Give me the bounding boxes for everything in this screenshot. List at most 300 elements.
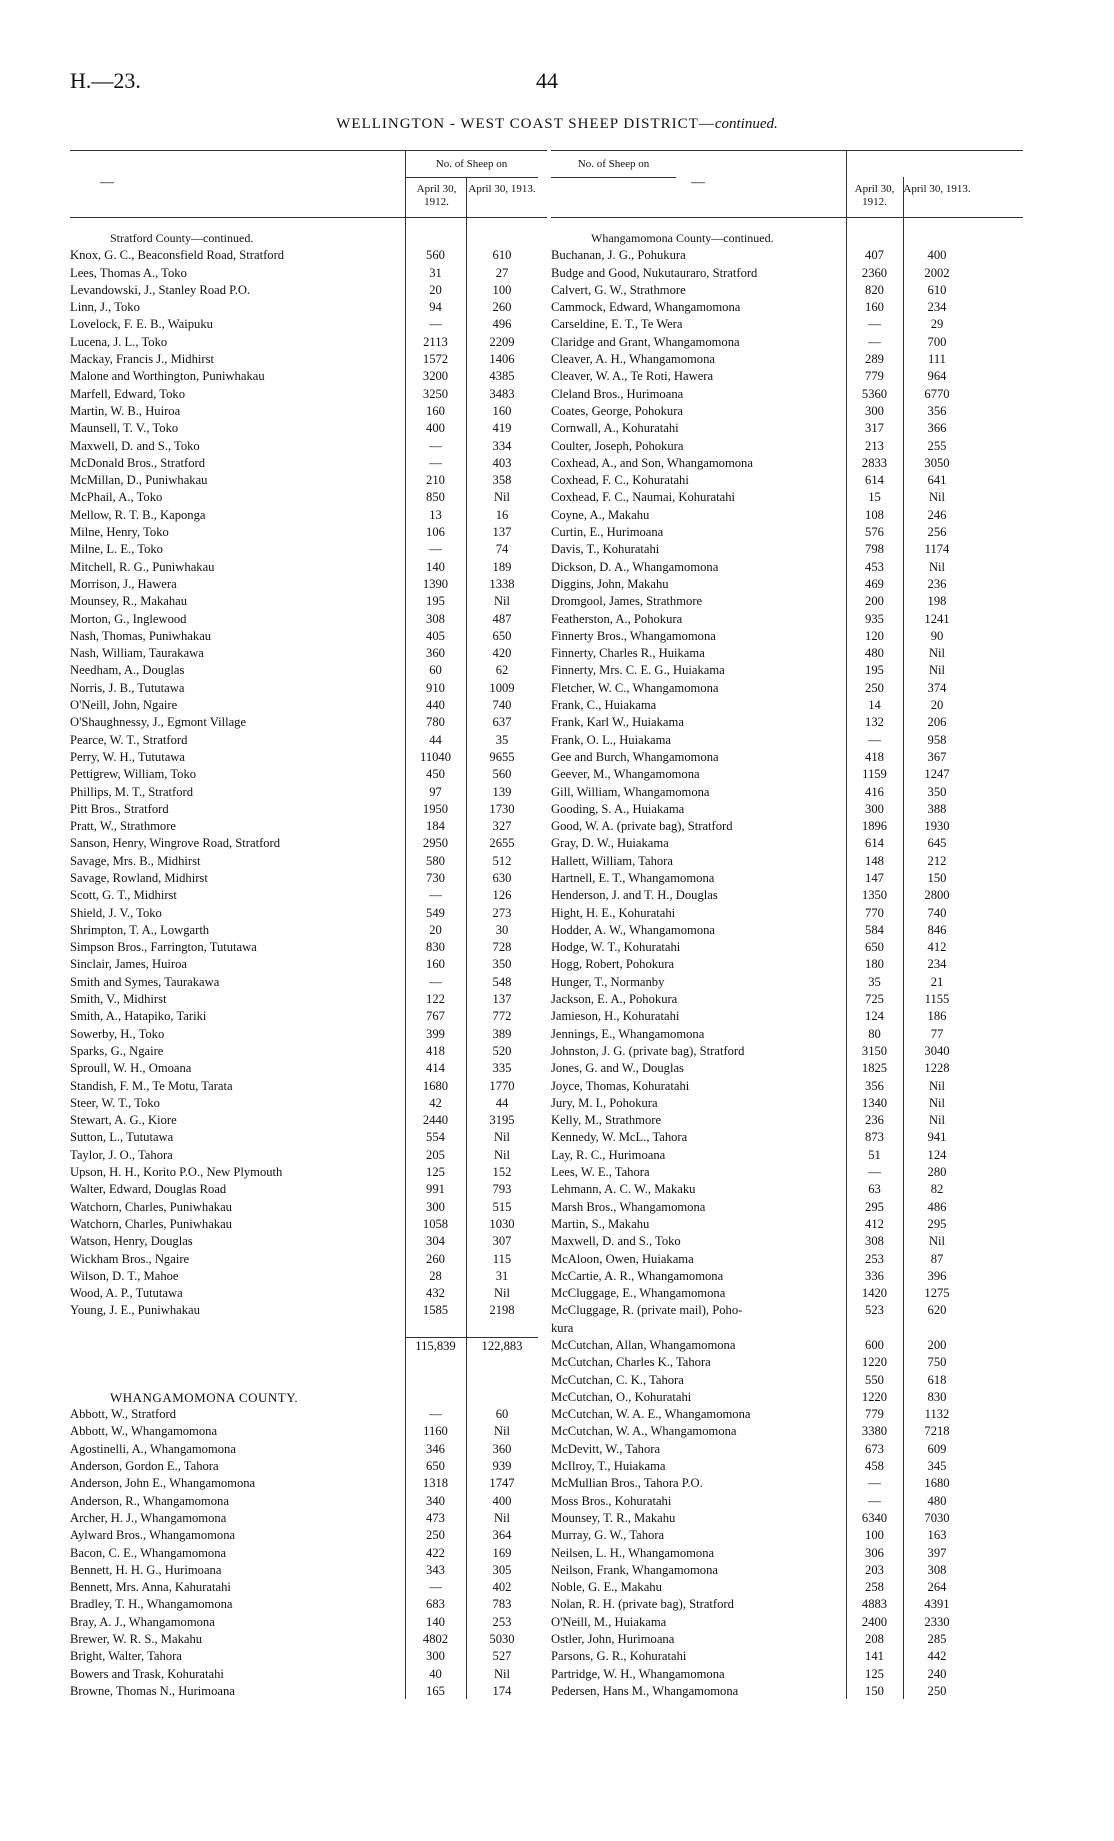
sheep-1913: 5030 bbox=[489, 1632, 515, 1647]
sheep-1912: 160 bbox=[426, 957, 445, 972]
sheep-1912: 160 bbox=[865, 300, 884, 315]
table-row bbox=[551, 1579, 1023, 1596]
owner-name: Frank, Karl W., Huiakama bbox=[551, 715, 684, 730]
sheep-1913: 512 bbox=[492, 853, 512, 868]
sheep-1912: 554 bbox=[426, 1130, 445, 1145]
sheep-1912: 550 bbox=[865, 1372, 884, 1387]
table-row bbox=[70, 299, 547, 316]
table-row bbox=[70, 507, 547, 524]
sheep-1913: 234 bbox=[927, 300, 947, 315]
sheep-1912: — bbox=[868, 1476, 881, 1491]
sheep-1913: Nil bbox=[493, 1424, 511, 1439]
sheep-1913: 1747 bbox=[489, 1476, 515, 1491]
sheep-1912: 873 bbox=[865, 1130, 884, 1145]
sheep-1913: 350 bbox=[492, 957, 512, 972]
owner-name: Neilsen, L. H., Whangamomona bbox=[551, 1545, 715, 1560]
table-row bbox=[70, 1026, 547, 1043]
sheep-1912: 317 bbox=[865, 421, 884, 436]
owner-name: Maxwell, D. and S., Toko bbox=[551, 1234, 681, 1249]
sheep-1913: 236 bbox=[927, 576, 947, 591]
owner-name: Kelly, M., Strathmore bbox=[551, 1113, 662, 1128]
owner-name: McCartie, A. R., Whangamomona bbox=[551, 1268, 724, 1283]
owner-name: Sinclair, James, Huiroa bbox=[70, 957, 188, 972]
table-row bbox=[551, 818, 1023, 835]
sheep-1912: 122 bbox=[426, 992, 445, 1007]
owner-name: Coyne, A., Makahu bbox=[551, 507, 650, 522]
sheep-1913: 442 bbox=[927, 1649, 947, 1664]
sheep-1912: 250 bbox=[426, 1528, 445, 1543]
table-row bbox=[70, 784, 547, 801]
table-row bbox=[551, 1164, 1023, 1181]
sheep-1913: 1030 bbox=[489, 1216, 515, 1231]
table-row bbox=[70, 316, 547, 333]
sheep-1912: 3200 bbox=[422, 369, 449, 384]
owner-name: Watson, Henry, Douglas bbox=[70, 1234, 193, 1249]
sheep-1912: 453 bbox=[865, 559, 884, 574]
sheep-1912: 600 bbox=[865, 1338, 884, 1352]
sheep-1912: — bbox=[429, 1580, 442, 1595]
owner-name: Sowerby, H., Toko bbox=[70, 1026, 165, 1041]
sheep-1912: 576 bbox=[865, 525, 884, 540]
sheep-1913: 27 bbox=[495, 265, 509, 280]
sheep-1912: 2950 bbox=[422, 836, 449, 851]
sheep-1913: 212 bbox=[927, 853, 947, 868]
sheep-1912: 1825 bbox=[861, 1061, 888, 1076]
sheep-1913: 60 bbox=[495, 1407, 509, 1422]
owner-name: Finnerty Bros., Whangamomona bbox=[551, 628, 716, 643]
sheep-1913: 772 bbox=[492, 1009, 512, 1024]
owner-name: Cleland Bros., Hurimoana bbox=[551, 386, 684, 401]
sheep-1912: 203 bbox=[865, 1562, 884, 1577]
table-row bbox=[70, 1406, 547, 1423]
sheep-1913: 618 bbox=[927, 1372, 947, 1387]
sheep-1913: 740 bbox=[927, 905, 947, 920]
table-row bbox=[70, 593, 547, 610]
owner-name: McMullian Bros., Tahora P.O. bbox=[551, 1476, 703, 1491]
sheep-1912: 1572 bbox=[422, 352, 449, 367]
sheep-1913: 367 bbox=[927, 749, 947, 764]
sheep-1913: 641 bbox=[927, 473, 947, 488]
table-row bbox=[551, 316, 1023, 333]
sheep-1913: 360 bbox=[492, 1441, 512, 1456]
sheep-1912: 405 bbox=[426, 628, 445, 643]
sheep-1913: 126 bbox=[492, 888, 512, 903]
sheep-1912: 412 bbox=[865, 1216, 884, 1231]
owner-name: McCluggage, E., Whangamomona bbox=[551, 1286, 726, 1301]
table-row bbox=[70, 334, 547, 351]
sheep-1913: Nil bbox=[928, 1113, 946, 1128]
owner-name: Marsh Bros., Whangamomona bbox=[551, 1199, 706, 1214]
table-row bbox=[70, 749, 547, 766]
sheep-1913: 958 bbox=[927, 732, 947, 747]
owner-name: WHANGAMOMONA COUNTY. bbox=[110, 1389, 299, 1405]
table-row bbox=[551, 1648, 1023, 1665]
owner-name: Whangamomona County—continued. bbox=[591, 231, 774, 245]
title-continued: continued. bbox=[714, 116, 778, 132]
table-row bbox=[551, 559, 1023, 576]
table-row bbox=[551, 1302, 1023, 1319]
sheep-1912: 798 bbox=[865, 542, 884, 557]
sheep-1913: Nil bbox=[493, 1666, 511, 1681]
sheep-1912: 260 bbox=[426, 1251, 445, 1266]
table-row bbox=[551, 1545, 1023, 1562]
header-col-1912: April 30, 1912. bbox=[854, 183, 895, 208]
owner-name: Lay, R. C., Hurimoana bbox=[551, 1147, 666, 1162]
owner-name: Sanson, Henry, Wingrove Road, Stratford bbox=[70, 836, 281, 851]
owner-name: Needham, A., Douglas bbox=[70, 663, 185, 678]
table-row bbox=[70, 922, 547, 939]
table-row bbox=[551, 835, 1023, 852]
owner-name: Anderson, Gordon E., Tahora bbox=[70, 1459, 219, 1474]
table-row bbox=[70, 1423, 547, 1440]
table-row bbox=[70, 386, 547, 403]
table-row bbox=[551, 438, 1023, 455]
table-row bbox=[551, 1112, 1023, 1129]
sheep-1912: 115,839 bbox=[405, 1337, 466, 1355]
table-row bbox=[70, 1648, 547, 1665]
owner-name: Budge and Good, Nukutauraro, Stratford bbox=[551, 265, 758, 280]
sheep-1912: 1160 bbox=[423, 1424, 448, 1439]
owner-name: Frank, C., Huiakama bbox=[551, 698, 657, 713]
sheep-1912: 418 bbox=[426, 1043, 445, 1058]
table-row bbox=[551, 1147, 1023, 1164]
table-row bbox=[70, 282, 547, 299]
owner-name: Norris, J. B., Tututawa bbox=[70, 680, 185, 695]
table-row bbox=[551, 1510, 1023, 1527]
sheep-1912: 730 bbox=[426, 870, 445, 885]
sheep-1913: 939 bbox=[492, 1459, 512, 1474]
table-row bbox=[70, 766, 547, 783]
owner-name: McCluggage, R. (private mail), Poho- bbox=[551, 1303, 743, 1318]
owner-name: McIlroy, T., Huiakama bbox=[551, 1459, 666, 1474]
sheep-1912: 416 bbox=[865, 784, 884, 799]
sheep-1912: 584 bbox=[865, 922, 884, 937]
sheep-1913: 2655 bbox=[489, 836, 515, 851]
owner-name: Stewart, A. G., Kiore bbox=[70, 1113, 177, 1128]
owner-name: Coulter, Joseph, Pohokura bbox=[551, 438, 684, 453]
sheep-1913: 307 bbox=[492, 1234, 512, 1249]
table-row bbox=[551, 1008, 1023, 1025]
owner-name: Bennett, Mrs. Anna, Kahuratahi bbox=[70, 1580, 231, 1595]
owner-name: Mounsey, T. R., Makahu bbox=[551, 1510, 676, 1525]
owner-name: O'Neill, John, Ngaire bbox=[70, 698, 178, 713]
sheep-1912: 414 bbox=[426, 1061, 445, 1076]
sheep-1912: 184 bbox=[426, 819, 445, 834]
sheep-1912: 42 bbox=[429, 1095, 442, 1110]
table-row bbox=[551, 1527, 1023, 1544]
sheep-1913: 620 bbox=[927, 1303, 947, 1318]
sheep-1912: — bbox=[868, 732, 881, 747]
sheep-1912: 399 bbox=[426, 1026, 445, 1041]
sheep-1913: 3483 bbox=[489, 386, 515, 401]
sheep-1912: 304 bbox=[426, 1234, 445, 1249]
sheep-1912: 820 bbox=[865, 282, 884, 297]
left-table bbox=[70, 150, 547, 1700]
owner-name: Milne, Henry, Toko bbox=[70, 525, 169, 540]
sheep-1913: 7030 bbox=[924, 1510, 950, 1525]
sheep-1912: 236 bbox=[865, 1113, 884, 1128]
table-row bbox=[551, 749, 1023, 766]
sheep-1912: 125 bbox=[426, 1165, 445, 1180]
sheep-1912: 3380 bbox=[861, 1424, 888, 1439]
sheep-1912: 4883 bbox=[861, 1597, 888, 1612]
table-row bbox=[70, 1302, 547, 1319]
page-number: 44 bbox=[536, 68, 558, 93]
owner-name: Jackson, E. A., Pohokura bbox=[551, 992, 678, 1007]
sheep-1913: 420 bbox=[492, 646, 512, 661]
sheep-1913: 964 bbox=[927, 369, 947, 384]
owner-name: Smith, V., Midhirst bbox=[70, 992, 167, 1007]
sheep-1913: 152 bbox=[492, 1165, 512, 1180]
sheep-1912: 306 bbox=[865, 1545, 884, 1560]
table-row bbox=[70, 1545, 547, 1562]
sheep-1912: 31 bbox=[429, 265, 442, 280]
sheep-1912: 13 bbox=[429, 507, 442, 522]
table-row bbox=[70, 1251, 547, 1268]
sheep-1912: 683 bbox=[426, 1597, 445, 1612]
header-group: No. of Sheep on bbox=[405, 151, 538, 178]
section-heading bbox=[70, 1389, 547, 1406]
owner-name: Watchorn, Charles, Puniwhakau bbox=[70, 1199, 232, 1214]
owner-name: Nolan, R. H. (private bag), Stratford bbox=[551, 1597, 734, 1612]
owner-name: Morrison, J., Hawera bbox=[70, 576, 177, 591]
sheep-1912: 165 bbox=[426, 1683, 445, 1698]
sheep-1912: 1680 bbox=[422, 1078, 449, 1093]
sheep-1913: 308 bbox=[927, 1562, 947, 1577]
owner-name: Pitt Bros., Stratford bbox=[70, 801, 169, 816]
sheep-1912: — bbox=[429, 438, 442, 453]
sheep-1913: 2002 bbox=[924, 265, 950, 280]
table-row bbox=[551, 1423, 1023, 1440]
owner-name: Agostinelli, A., Whangamomona bbox=[70, 1441, 236, 1456]
sheep-1913: 783 bbox=[492, 1597, 512, 1612]
owner-name: Fletcher, W. C., Whangamomona bbox=[551, 680, 719, 695]
sheep-1913: 412 bbox=[927, 940, 947, 955]
table-row bbox=[70, 265, 547, 282]
sheep-1913: 280 bbox=[927, 1165, 947, 1180]
table-row bbox=[70, 559, 547, 576]
table-row bbox=[70, 1527, 547, 1544]
owner-name: Johnston, J. G. (private bag), Stratford bbox=[551, 1043, 745, 1058]
sheep-1912: 850 bbox=[426, 490, 445, 505]
sheep-1913: Nil bbox=[928, 646, 946, 661]
owner-name: kura bbox=[551, 1320, 574, 1335]
sheep-1913: 77 bbox=[930, 1026, 944, 1041]
sheep-1912: 108 bbox=[865, 507, 884, 522]
table-row bbox=[70, 801, 547, 818]
owner-name: Bright, Walter, Tahora bbox=[70, 1649, 182, 1664]
sheep-1913: 793 bbox=[492, 1182, 512, 1197]
sheep-1913: 163 bbox=[927, 1528, 947, 1543]
sheep-1913: 169 bbox=[492, 1545, 512, 1560]
sheep-1912: 356 bbox=[865, 1078, 884, 1093]
owner-name: Morton, G., Inglewood bbox=[70, 611, 187, 626]
sheep-1913: 124 bbox=[927, 1147, 947, 1162]
sheep-1913: 122,883 bbox=[466, 1337, 538, 1355]
sheep-1912: 140 bbox=[426, 559, 445, 574]
sheep-1912: 1950 bbox=[422, 801, 449, 816]
sheep-1913: 334 bbox=[492, 438, 512, 453]
sheep-1913: 206 bbox=[927, 715, 947, 730]
table-row bbox=[70, 956, 547, 973]
sheep-1913: 87 bbox=[930, 1251, 944, 1266]
owner-name: Young, J. E., Puniwhakau bbox=[70, 1303, 200, 1318]
owner-name: Lees, Thomas A., Toko bbox=[70, 265, 187, 280]
sheep-1913: 150 bbox=[927, 870, 947, 885]
sheep-1912: 63 bbox=[868, 1182, 881, 1197]
owner-name: Bradley, T. H., Whangamomona bbox=[70, 1597, 233, 1612]
owner-name: Maunsell, T. V., Toko bbox=[70, 421, 179, 436]
table-row bbox=[551, 576, 1023, 593]
owner-name: Walter, Edward, Douglas Road bbox=[70, 1182, 227, 1197]
sheep-1913: Nil bbox=[928, 1095, 946, 1110]
table-row bbox=[70, 853, 547, 870]
sheep-1912: 125 bbox=[865, 1666, 884, 1681]
table-row bbox=[70, 1147, 547, 1164]
sheep-1912: 205 bbox=[426, 1147, 445, 1162]
sheep-1912: 3250 bbox=[422, 386, 449, 401]
sheep-1912: 308 bbox=[865, 1234, 884, 1249]
sheep-1913: 327 bbox=[492, 819, 512, 834]
sheep-1913: Nil bbox=[928, 1078, 946, 1093]
table-row bbox=[551, 489, 1023, 506]
owner-name: Hunger, T., Normanby bbox=[551, 974, 665, 989]
owner-name: Hogg, Robert, Pohokura bbox=[551, 957, 675, 972]
sheep-1913: 30 bbox=[495, 922, 509, 937]
table-row bbox=[551, 1129, 1023, 1146]
owner-name: Bacon, C. E., Whangamomona bbox=[70, 1545, 227, 1560]
table-row bbox=[70, 1579, 547, 1596]
sheep-1912: — bbox=[868, 1165, 881, 1180]
owner-name: Maxwell, D. and S., Toko bbox=[70, 438, 200, 453]
owner-name: Cornwall, A., Kohuratahi bbox=[551, 421, 679, 436]
table-row bbox=[551, 265, 1023, 282]
owner-name: Bowers and Trask, Kohuratahi bbox=[70, 1666, 224, 1681]
sheep-1912: 160 bbox=[426, 403, 445, 418]
table-row bbox=[551, 1233, 1023, 1250]
sheep-1913: 9655 bbox=[489, 749, 515, 764]
sheep-1913: 397 bbox=[927, 1545, 947, 1560]
sheep-1913: 700 bbox=[927, 334, 947, 349]
sheep-1912: 120 bbox=[865, 628, 884, 643]
table-row bbox=[551, 1354, 1023, 1371]
owner-name: Linn, J., Toko bbox=[70, 300, 140, 315]
owner-name: Anderson, R., Whangamomona bbox=[70, 1493, 229, 1508]
sheep-1913: 111 bbox=[928, 352, 946, 367]
table-row bbox=[551, 662, 1023, 679]
table-row bbox=[70, 1683, 547, 1700]
sheep-1912: 336 bbox=[865, 1268, 884, 1283]
table-row bbox=[551, 507, 1023, 524]
table-row bbox=[70, 420, 547, 437]
sheep-1913: 1275 bbox=[924, 1286, 950, 1301]
sheep-1912: 1340 bbox=[861, 1095, 888, 1110]
sheep-1913: 637 bbox=[492, 715, 512, 730]
table-row bbox=[551, 1251, 1023, 1268]
owner-name: Davis, T., Kohuratahi bbox=[551, 542, 660, 557]
sheep-1912: 560 bbox=[426, 248, 445, 263]
table-row bbox=[551, 766, 1023, 783]
sheep-1912: 580 bbox=[426, 853, 445, 868]
sheep-1913: 1406 bbox=[489, 352, 515, 367]
sheep-1913: 256 bbox=[927, 525, 947, 540]
title-main: WELLINGTON - WEST COAST SHEEP DISTRICT— bbox=[336, 116, 715, 132]
sheep-1912: — bbox=[429, 317, 442, 332]
owner-name: Neilson, Frank, Whangamomona bbox=[551, 1562, 718, 1577]
page-title bbox=[0, 116, 1114, 133]
sheep-1912: 473 bbox=[426, 1510, 445, 1525]
owner-name: Sparks, G., Ngaire bbox=[70, 1043, 164, 1058]
table-row bbox=[70, 1078, 547, 1095]
table-row bbox=[70, 1268, 547, 1285]
owner-name: Frank, O. L., Huiakama bbox=[551, 732, 671, 747]
sheep-1913: 548 bbox=[492, 974, 512, 989]
table-row bbox=[70, 1475, 547, 1492]
owner-name: Pettigrew, William, Toko bbox=[70, 767, 197, 782]
sheep-1912: 407 bbox=[865, 248, 884, 263]
owner-name: Parsons, G. R., Kohuratahi bbox=[551, 1649, 687, 1664]
owner-name: McDevitt, W., Tahora bbox=[551, 1441, 661, 1456]
owner-name: Coxhead, F. C., Kohuratahi bbox=[551, 473, 689, 488]
sheep-1912: 258 bbox=[865, 1580, 884, 1595]
owner-name: Joyce, Thomas, Kohuratahi bbox=[551, 1078, 690, 1093]
table-row bbox=[70, 818, 547, 835]
sheep-1913: 480 bbox=[927, 1493, 947, 1508]
owner-name: Steer, W. T., Toko bbox=[70, 1095, 160, 1110]
sheep-1913: Nil bbox=[493, 1147, 511, 1162]
sheep-1913: 295 bbox=[927, 1216, 947, 1231]
owner-name: Lehmann, A. C. W., Makaku bbox=[551, 1182, 696, 1197]
sheep-1913: 31 bbox=[495, 1268, 509, 1283]
owner-name: Archer, H. J., Whangamomona bbox=[70, 1510, 227, 1525]
sheep-1912: 780 bbox=[426, 715, 445, 730]
sheep-1913: 4391 bbox=[924, 1597, 950, 1612]
table-row bbox=[551, 801, 1023, 818]
owner-name: Murray, G. W., Tahora bbox=[551, 1528, 665, 1543]
owner-name: Cammock, Edward, Whangamomona bbox=[551, 300, 741, 315]
owner-name: Jamieson, H., Kohuratahi bbox=[551, 1009, 680, 1024]
column-divider bbox=[846, 150, 847, 1699]
owner-name: Watchorn, Charles, Puniwhakau bbox=[70, 1216, 232, 1231]
header-col-1913: April 30, 1913. bbox=[903, 183, 971, 195]
table-row bbox=[551, 1596, 1023, 1613]
table-row bbox=[70, 247, 547, 264]
sheep-1913: 21 bbox=[930, 974, 944, 989]
sheep-1912: 523 bbox=[865, 1303, 884, 1318]
sheep-1912: 450 bbox=[426, 767, 445, 782]
owner-name: Upson, H. H., Korito P.O., New Plymouth bbox=[70, 1165, 283, 1180]
sheep-1912: 140 bbox=[426, 1614, 445, 1629]
sheep-1913: Nil bbox=[928, 559, 946, 574]
table-row bbox=[70, 1095, 547, 1112]
owner-name: Aylward Bros., Whangamomona bbox=[70, 1528, 236, 1543]
sheep-1913: 139 bbox=[492, 784, 512, 799]
sheep-1913: 356 bbox=[927, 403, 947, 418]
sheep-1912: 80 bbox=[868, 1026, 881, 1041]
sheep-1912: 5360 bbox=[861, 386, 888, 401]
sheep-1913: Nil bbox=[928, 490, 946, 505]
table-row bbox=[551, 732, 1023, 749]
sheep-1913: 6770 bbox=[924, 386, 950, 401]
sheep-1912: 614 bbox=[865, 473, 884, 488]
sheep-1913: 486 bbox=[927, 1199, 947, 1214]
owner-name: Carseldine, E. T., Te Wera bbox=[551, 317, 683, 332]
owner-name: Moss Bros., Kohuratahi bbox=[551, 1493, 672, 1508]
sheep-1912: 1318 bbox=[422, 1476, 449, 1491]
owner-name: Coates, George, Pohokura bbox=[551, 403, 683, 418]
sheep-1912: 2360 bbox=[861, 265, 888, 280]
sheep-1913: 520 bbox=[492, 1043, 512, 1058]
